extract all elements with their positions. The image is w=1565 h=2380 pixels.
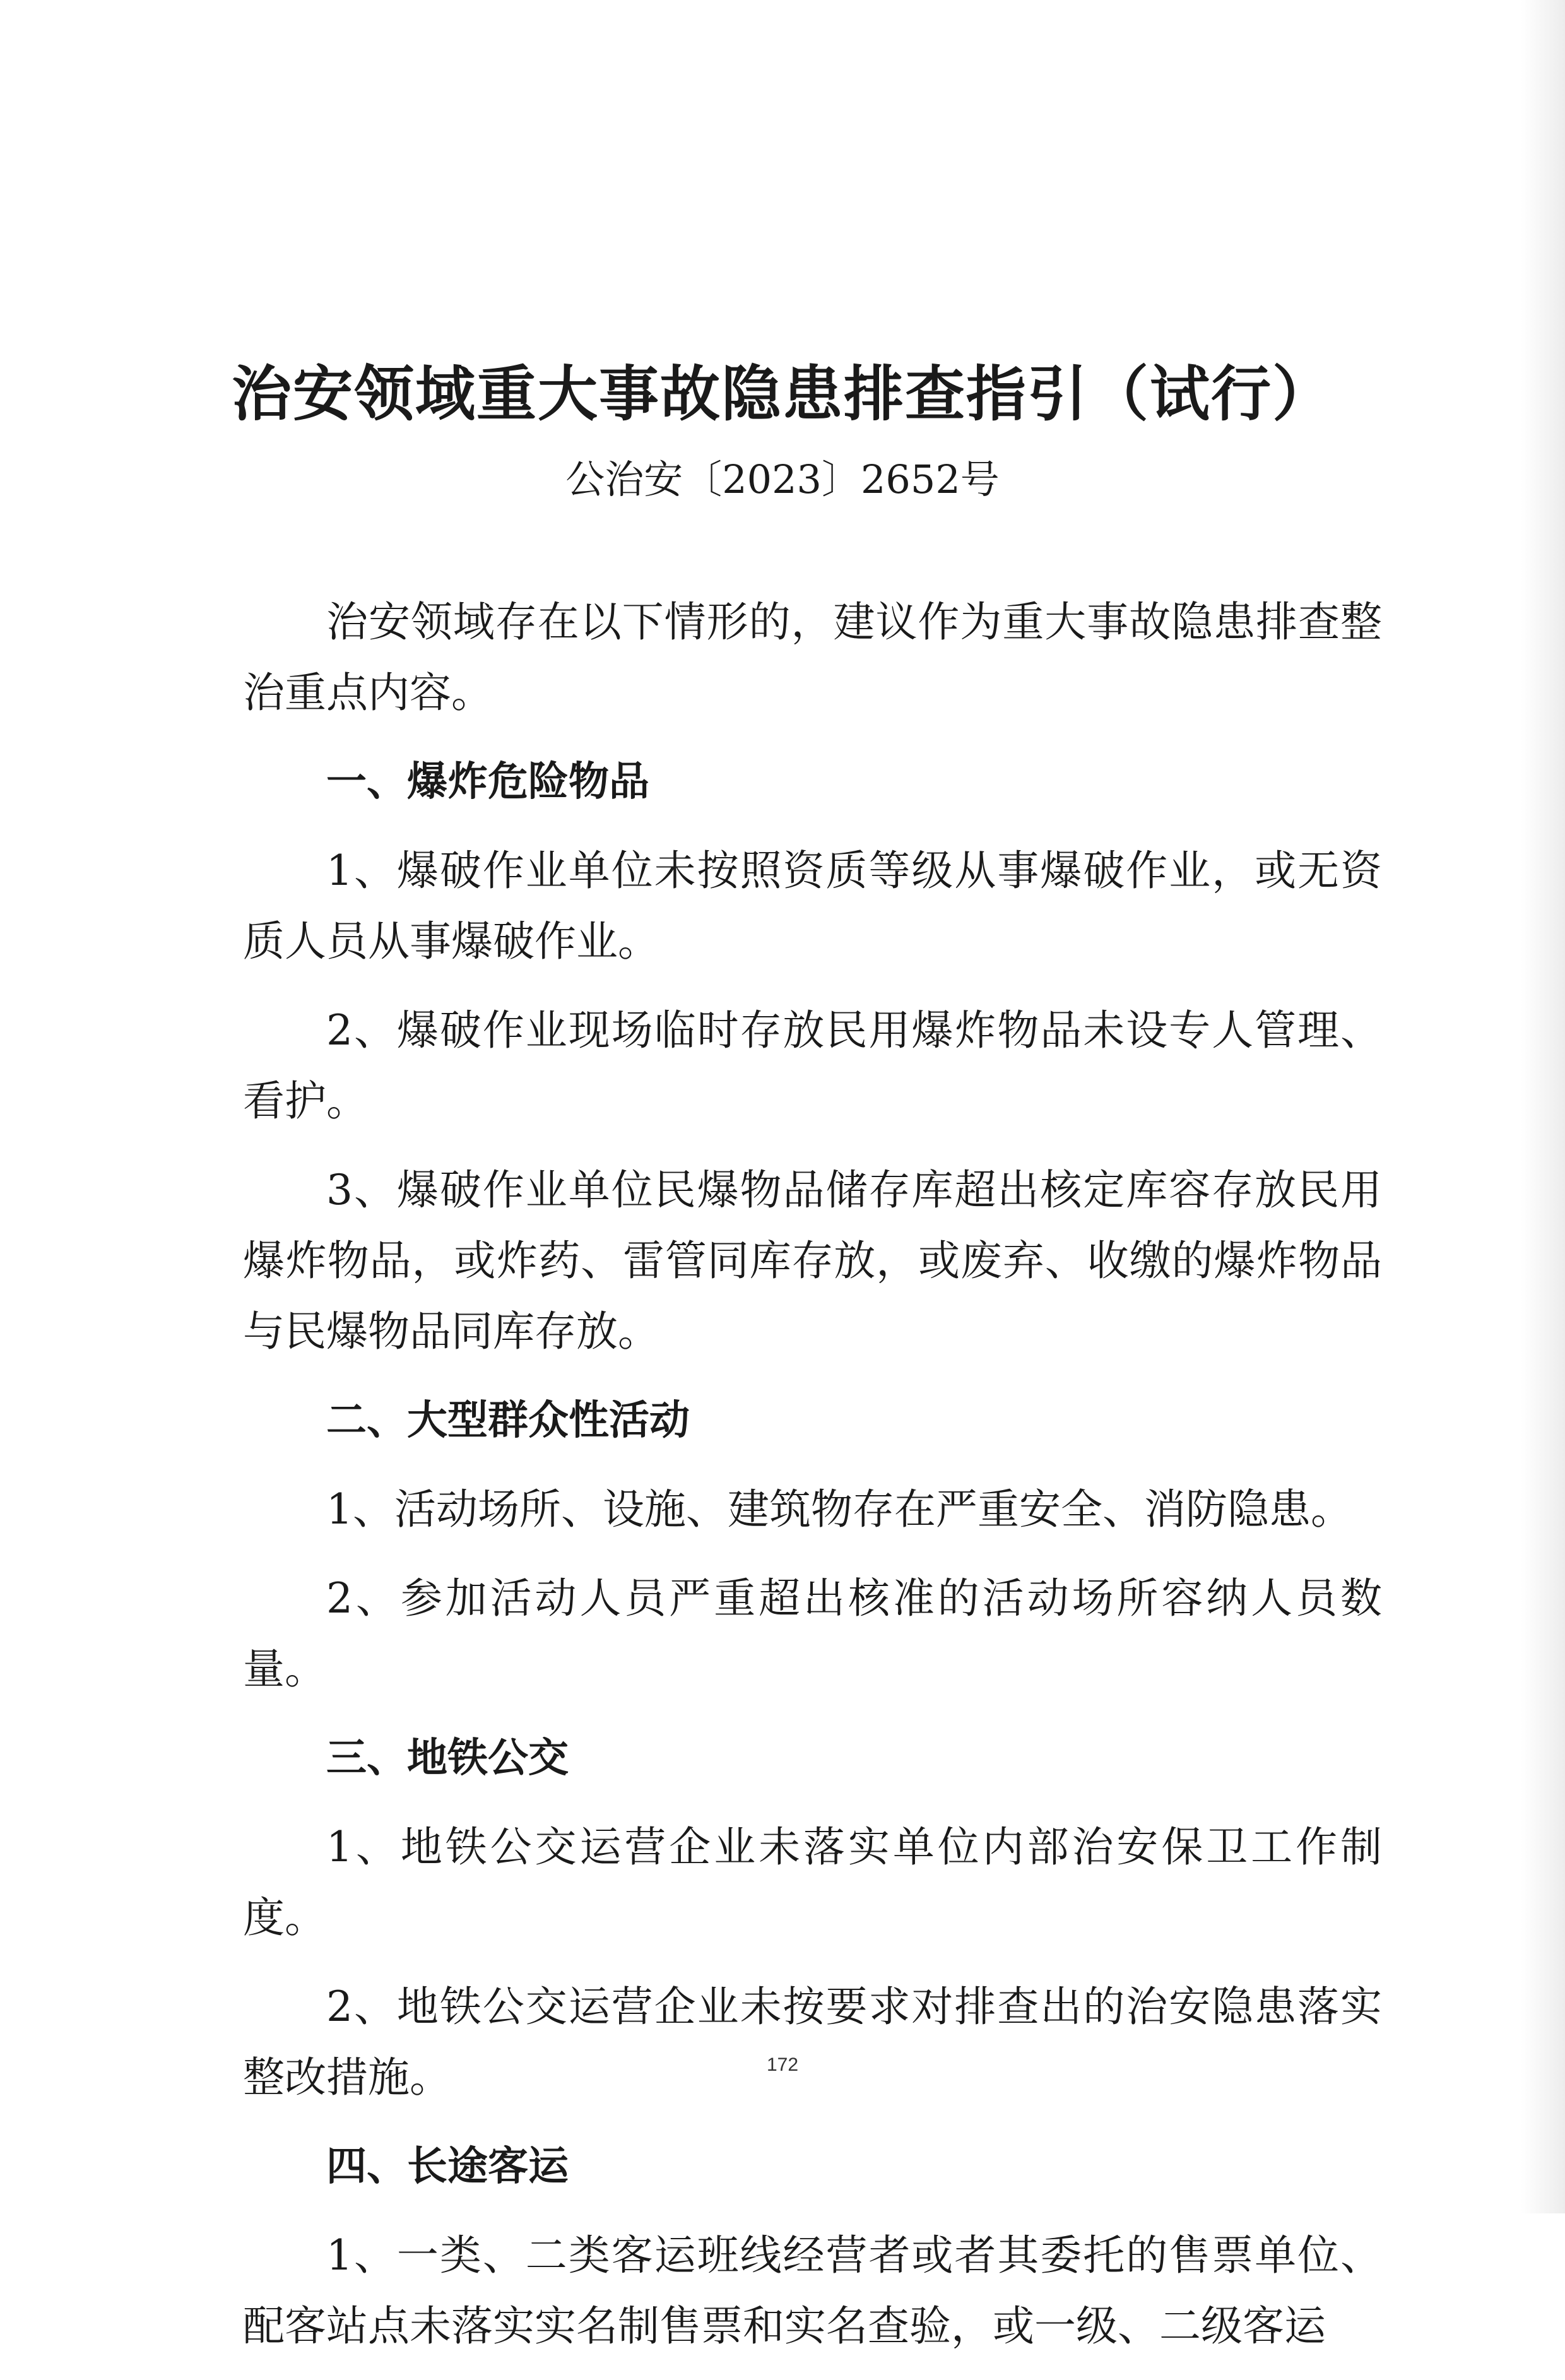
list-item: 1、活动场所、设施、建筑物存在严重安全、消防隐患。	[326, 1485, 1352, 1534]
section-heading-explosives: 一、爆炸危险物品	[326, 759, 649, 805]
section-heading-mass-events: 二、大型群众性活动	[326, 1397, 690, 1444]
document-title: 治安领域重大事故隐患排查指引（试行）	[231, 360, 1333, 429]
section-heading-metro-bus: 三、地铁公交	[326, 1735, 569, 1782]
intro-paragraph: 治安领域存在以下情形的，建议作为重大事故隐患排查整治重点内容。	[243, 598, 1382, 717]
section-heading-long-distance: 四、长途客运	[326, 2143, 569, 2190]
page-edge-shadow	[1521, 0, 1565, 2213]
list-item: 1、爆破作业单位未按照资质等级从事爆破作业，或无资质人员从事爆破作业。	[243, 846, 1382, 966]
document-body	[243, 587, 1382, 2380]
list-item: 2、地铁公交运营企业未按要求对排查出的治安隐患落实整改措施。	[243, 1982, 1382, 2102]
list-item: 3、爆破作业单位民爆物品储存库超出核定库容存放民用爆炸物品，或炸药、雷管同库存放，或废弃、收缴的爆炸物品与民爆物品同库存放。	[243, 1166, 1382, 1356]
list-item: 2、爆破作业现场临时存放民用爆炸物品未设专人管理、看护。	[243, 1006, 1382, 1125]
document-number: 公治安〔2023〕2652号	[565, 456, 1000, 502]
list-item: 2、参加活动人员严重超出核准的活动场所容纳人员数量。	[243, 1574, 1382, 1693]
list-item: 1、一类、二类客运班线经营者或者其委托的售票单位、配客站点未落实实名制售票和实名查验，或一级、二级客运	[243, 2231, 1382, 2350]
list-item: 1、地铁公交运营企业未落实单位内部治安保卫工作制度。	[243, 1823, 1382, 1942]
page-number: 172	[766, 2054, 799, 2075]
